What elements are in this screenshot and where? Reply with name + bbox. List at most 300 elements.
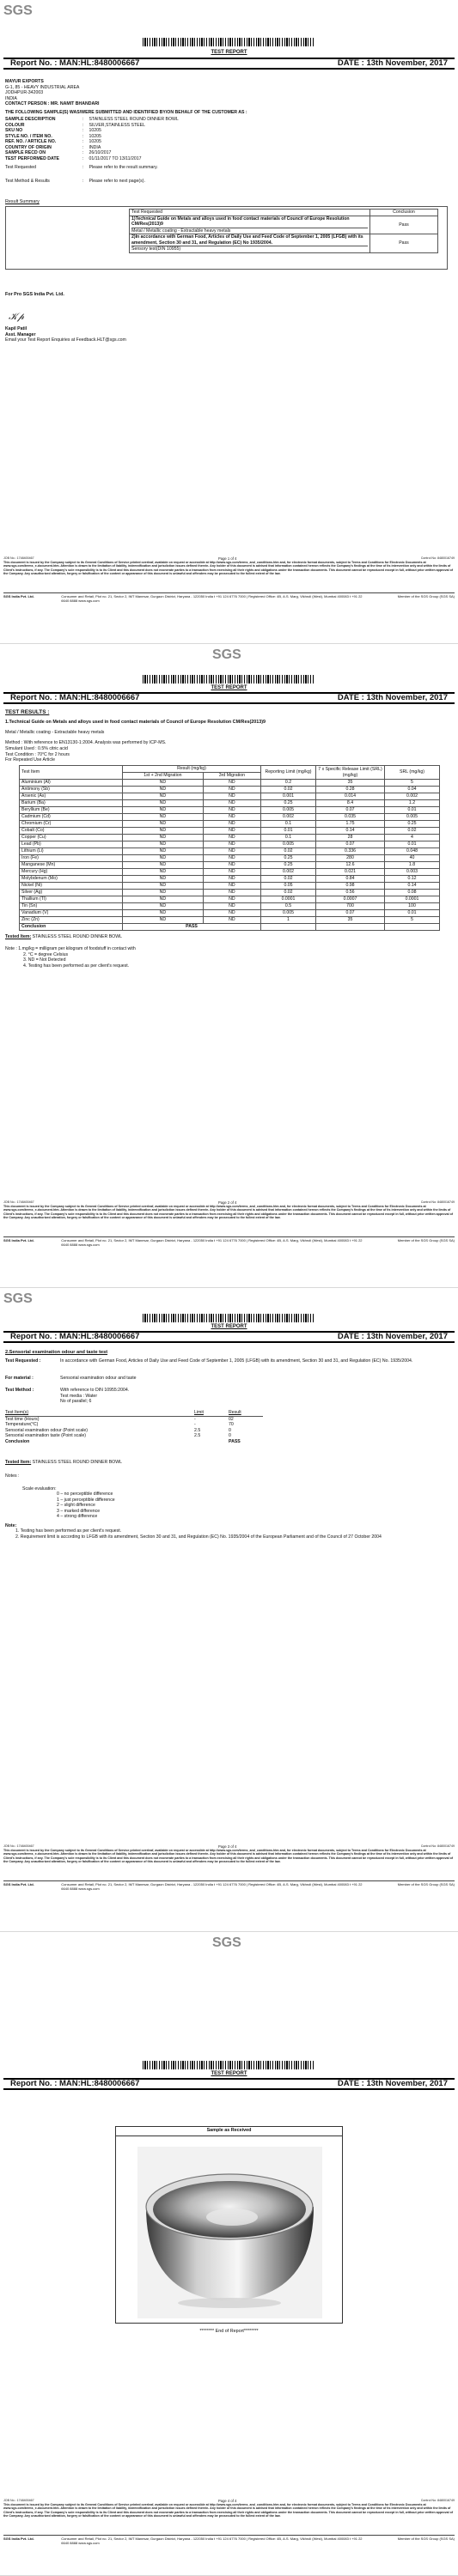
footer-member: Member of the SGS Group (SGS SA) xyxy=(397,2537,455,2541)
metal-value: ND xyxy=(203,828,260,835)
test-requested-value: Please refer to the result summary. xyxy=(89,165,158,170)
note-line: Note : 1.mg/kg = milligram per kilogram of foodstuff in contact with xyxy=(5,946,136,951)
report-page-1 xyxy=(0,0,458,644)
col-7x-srl: 7 x Specific Release Limit (SRL) (mg/kg) xyxy=(316,766,385,780)
footer-address-text: Consumer and Retail, Plot no. 21, Sector 2, IMT Manesar, Gurgaon District, Haryana - 122050 India t +91 124 6776 7000 | Registered Office: 4B, A.S. Marg, Vikhroli (West), Mumbai 400083 t +91 22 6640 8888 www.sgs.com xyxy=(61,594,363,603)
metal-name: Nickel (Ni) xyxy=(20,883,123,890)
summary-conclusion: Pass xyxy=(370,216,438,234)
metal-value: 0.005 xyxy=(385,814,440,821)
report-number: Report No. : MAN:HL:8480006667 xyxy=(10,2079,140,2089)
metal-value: ND xyxy=(123,793,204,800)
metals-row xyxy=(20,903,440,910)
metal-value: 1.75 xyxy=(316,821,385,828)
metal-value: 280 xyxy=(316,855,385,862)
field-value: 10205 xyxy=(89,133,101,139)
field-key: STYLE NO. / ITEM NO. xyxy=(5,133,52,139)
scale-title: Scale evaluation: xyxy=(22,1485,57,1492)
scale-item: 1 – just perceptible difference xyxy=(57,1497,115,1503)
page-number: Page 4 of 4 xyxy=(217,2499,237,2503)
barcode xyxy=(143,675,314,683)
field-sep: : xyxy=(82,139,84,144)
metals-row xyxy=(20,910,440,917)
metal-value: ND xyxy=(203,787,260,793)
metal-value: 0.0001 xyxy=(385,896,440,903)
job-number: JOB No.: 1748400467 xyxy=(3,1844,34,1848)
signatory-title: Asst. Manager xyxy=(5,331,36,337)
control-number: Control No: 8480016749 xyxy=(420,1200,455,1204)
sample-photo xyxy=(137,2147,322,2318)
metal-name: Copper (Cu) xyxy=(20,835,123,841)
scale-item: 3 – marked difference xyxy=(57,1508,101,1514)
simulant-line: Simulant Used : 0.5% citric acid xyxy=(5,746,68,751)
metal-value: 0.07 xyxy=(316,841,385,848)
metal-name: Manganese (Mn) xyxy=(20,862,123,869)
conclusion-row xyxy=(20,924,440,931)
summary-conclusion: Pass xyxy=(370,234,438,253)
tested-item-value: STAINLESS STEEL ROUND DINNER BOWL xyxy=(32,934,122,939)
metals-row xyxy=(20,807,440,814)
metal-value: ND xyxy=(203,807,260,814)
metal-value: 0.1 xyxy=(261,835,316,841)
method-text: Method : With reference to EN13130-1:2004. Analysis was performed by ICP-MS. xyxy=(5,740,167,745)
barcode xyxy=(143,38,314,46)
metal-value: ND xyxy=(203,917,260,924)
report-date: DATE : 13th November, 2017 xyxy=(337,1332,448,1342)
sensory-value: 70 xyxy=(229,1422,234,1427)
metal-value: 35 xyxy=(316,780,385,787)
sensory-value: 2.5 xyxy=(194,1433,201,1438)
summary-test-sub: Sensory test(DIN 10955) xyxy=(131,246,368,252)
metal-value: ND xyxy=(123,896,204,903)
test-method-row xyxy=(5,179,145,185)
metal-value: 1.2 xyxy=(385,800,440,807)
metal-value: 0.02 xyxy=(385,828,440,835)
field-sep: : xyxy=(82,150,84,155)
metal-name: Mercury (Hg) xyxy=(20,869,123,876)
metal-value: ND xyxy=(123,903,204,910)
notes xyxy=(5,946,136,969)
signatory-name: Kapil Patil xyxy=(5,326,27,331)
metal-name: Chromium (Cr) xyxy=(20,821,123,828)
footer-disclaimer: This document is issued by the Company subject to its General Conditions of Service printed overleaf, available on request or accessible at http://www.sgs.com/terms_and_conditions.htm and, for electronic format documents, subject to Terms and Conditions for Electronic Documents at www.sgs.com/terms_e-document.htm. Attention is drawn to the limitation of liability, indemnification and jurisdiction issues defined therein. Any holder of this document is advised that information contained hereon reflects the Company's findings at the time of its intervention only and within the limits of Client's instructions, if any. The Company's sole responsibility is to its Client and this document does not exonerate parties to a transaction from exercising all their rights and obligations under the transaction documents. This document cannot be reproduced except in full, without prior written approval of the Company. Any unauthorized alteration, forgery or falsification of the content or appearance of this document is unlawful and offenders may be prosecuted to the fullest extent of the law. xyxy=(3,1849,454,1863)
metal-value: ND xyxy=(123,876,204,883)
metal-value: 1.8 xyxy=(385,862,440,869)
metals-row xyxy=(20,841,440,848)
metal-name: Thallium (Tl) xyxy=(20,896,123,903)
feedback-email: Email your Test Report Enquiries at Feedback.HLT@sgs.com xyxy=(5,337,126,343)
metal-value: ND xyxy=(203,910,260,917)
control-number: Control No: 8480016749 xyxy=(420,556,455,560)
photo-caption: Sample as Received xyxy=(115,2128,343,2136)
metal-value: ND xyxy=(123,883,204,890)
field-sep: : xyxy=(82,133,84,139)
footer-address-text: Consumer and Retail, Plot no. 21, Sector 2, IMT Manesar, Gurgaon District, Haryana - 122050 India t +91 124 6776 7000 | Registered Office: 4B, A.S. Marg, Vikhroli (West), Mumbai 400083 t +91 22 6640 8888 www.sgs.com xyxy=(61,2537,363,2545)
metal-value: 28 xyxy=(316,835,385,841)
metal-value: 0.14 xyxy=(316,828,385,835)
summary-header-cell: Conclusion xyxy=(370,210,438,216)
metals-row xyxy=(20,800,440,807)
control-number: Control No: 8480016749 xyxy=(420,2499,455,2502)
metal-name: Tin (Sn) xyxy=(20,903,123,910)
field-value: STAINLESS STEEL ROUND DINNER BOWL xyxy=(89,117,179,122)
metals-row xyxy=(20,848,440,855)
sgs-logo xyxy=(211,644,247,663)
client-line: JODHPUR-342003 xyxy=(5,90,44,95)
metal-value: ND xyxy=(203,862,260,869)
sensory-head-cell: Limit xyxy=(194,1410,204,1415)
metal-value: 0.014 xyxy=(316,793,385,800)
client-line: G-1, 85 - HEAVY INDUSTRIAL AREA xyxy=(5,84,80,90)
test-method xyxy=(5,1388,129,1405)
col-srl: SRL (mg/kg) xyxy=(385,766,440,780)
footer-address xyxy=(3,2535,455,2545)
field-key: COUNTRY OF ORIGIN xyxy=(5,144,52,150)
metal-value: ND xyxy=(123,890,204,896)
footer-company: SGS India Pvt. Ltd. xyxy=(3,1238,34,1242)
metal-value: 0.84 xyxy=(316,876,385,883)
metal-value: 0.01 xyxy=(385,910,440,917)
method-line: With reference to DIN 10955:2004. xyxy=(60,1388,130,1393)
footer-address xyxy=(3,1236,455,1247)
field-sep: : xyxy=(82,122,84,128)
empty-cell xyxy=(385,924,440,931)
summary-test-cell xyxy=(130,234,370,253)
test-requested-label: Test Requested : xyxy=(5,1358,41,1364)
metal-value: ND xyxy=(123,821,204,828)
summary-row xyxy=(130,234,438,253)
metal-value: 0.98 xyxy=(316,883,385,890)
field-value: 01/11/2017 TO 13/11/2017 xyxy=(89,155,142,161)
test-report-title: TEST REPORT xyxy=(211,50,247,55)
metal-value: 0.25 xyxy=(385,821,440,828)
summary-test-cell xyxy=(130,216,370,234)
note-line: 3. ND = Not Detected xyxy=(23,957,66,963)
field-value: 10205 xyxy=(89,128,101,133)
metal-value: ND xyxy=(123,814,204,821)
metal-value: ND xyxy=(203,896,260,903)
metal-value: 0.07 xyxy=(316,910,385,917)
metal-value: ND xyxy=(123,828,204,835)
metal-value: ND xyxy=(203,793,260,800)
metal-name: Aluminium (Al) xyxy=(20,780,123,787)
metal-value: ND xyxy=(203,855,260,862)
metal-value: 700 xyxy=(316,903,385,910)
summary-header-row xyxy=(130,210,438,216)
report-page-3 xyxy=(0,1288,458,1932)
metals-row xyxy=(20,793,440,800)
sensory-item: Temperature(°C) xyxy=(5,1422,39,1427)
tested-item-label: Tested Item: xyxy=(5,934,32,939)
test-method-label: Test Method & Results xyxy=(5,179,50,184)
report-date: DATE : 13th November, 2017 xyxy=(337,2079,448,2089)
note-list xyxy=(5,1528,409,1540)
report-header xyxy=(3,58,455,70)
metal-value: 4 xyxy=(385,835,440,841)
field-row xyxy=(5,156,179,162)
metal-value: 35 xyxy=(316,917,385,924)
bowl-image xyxy=(137,2147,322,2318)
metal-value: 0.0001 xyxy=(261,896,316,903)
metal-value: ND xyxy=(203,883,260,890)
metal-value: ND xyxy=(123,835,204,841)
summary-row xyxy=(130,216,438,234)
metal-value: 0.25 xyxy=(261,862,316,869)
footer-company: SGS India Pvt. Ltd. xyxy=(3,2537,34,2541)
sensory-item: Sensorial examination odour (Point scale) xyxy=(5,1427,89,1433)
report-header xyxy=(3,2078,455,2090)
footer-disclaimer: This document is issued by the Company subject to its General Conditions of Service printed overleaf, available on request or accessible at http://www.sgs.com/terms_and_conditions.htm and, for electronic format documents, subject to Terms and Conditions for Electronic Documents at www.sgs.com/terms_e-document.htm. Attention is drawn to the limitation of liability, indemnification and jurisdiction issues defined therein. Any holder of this document is advised that information contained hereon reflects the Company's findings at the time of its intervention only and within the limits of Client's instructions, if any. The Company's sole responsibility is to its Client and this document does not exonerate parties to a transaction from exercising all their rights and obligations under the transaction documents. This document cannot be reproduced except in full, without prior written approval of the Company. Any unauthorized alteration, forgery or falsification of the content or appearance of this document is unlawful and offenders may be prosecuted to the fullest extent of the law. xyxy=(3,1205,454,1219)
metal-value: ND xyxy=(123,862,204,869)
test-report-title: TEST REPORT xyxy=(211,1324,247,1329)
sgs-logo-text: SGS xyxy=(212,647,241,662)
method-line: Test media : Water xyxy=(60,1393,98,1399)
metal-value: 0.02 xyxy=(261,890,316,896)
for-material xyxy=(5,1376,137,1382)
field-key: SKU NO xyxy=(5,128,23,133)
sgs-logo-text: SGS xyxy=(212,1935,241,1950)
contact-person: CONTACT PERSON : MR. NAMIT BHANDARI xyxy=(5,101,100,106)
metal-value: 0.336 xyxy=(316,848,385,855)
field-value: 10205 xyxy=(89,139,101,144)
metals-row xyxy=(20,855,440,862)
conclusion-label: Conclusion xyxy=(20,924,123,931)
metal-value: 0.005 xyxy=(261,841,316,848)
client-name: MAYUR EXPORTS xyxy=(5,79,44,84)
sensory-table xyxy=(5,1410,263,1444)
metal-value: 0.25 xyxy=(261,855,316,862)
metal-value: 0.0007 xyxy=(316,896,385,903)
sensory-item: Conclusion xyxy=(5,1438,30,1444)
client-line: INDIA xyxy=(5,95,17,101)
test-report-title: TEST REPORT xyxy=(211,2071,247,2076)
report-number: Report No. : MAN:HL:8480006667 xyxy=(10,693,140,703)
metal-value: 0.01 xyxy=(385,841,440,848)
field-value: SILVER,STAINLESS STEEL xyxy=(89,122,145,128)
tested-item-label: Tested Item: xyxy=(5,1460,32,1465)
metal-name: Molybdenum (Mo) xyxy=(20,876,123,883)
test-method-value: Please refer to next page(s). xyxy=(89,179,145,184)
report-number: Report No. : MAN:HL:8480006667 xyxy=(10,58,140,69)
field-value: 26/10/2017 xyxy=(89,150,112,155)
metal-name: Vanadium (V) xyxy=(20,910,123,917)
col-migration-12: 1st + 2nd Migration xyxy=(123,773,204,780)
metal-value: 12.6 xyxy=(316,862,385,869)
footer-member: Member of the SGS Group (SGS SA) xyxy=(397,1238,455,1242)
metal-value: ND xyxy=(203,841,260,848)
metals-row xyxy=(20,835,440,841)
metal-name: Arsenic (As) xyxy=(20,793,123,800)
tested-item xyxy=(5,934,122,940)
simulant-block xyxy=(5,746,70,763)
sensory-value: 0 xyxy=(229,1427,231,1433)
metal-value: 0.002 xyxy=(385,793,440,800)
scale-item: 4 – strong difference xyxy=(57,1514,98,1519)
metal-value: 1 xyxy=(261,917,316,924)
footer-company: SGS India Pvt. Ltd. xyxy=(3,1882,34,1886)
test-method-values xyxy=(60,1388,129,1405)
signatory xyxy=(5,326,126,343)
test-requested-label: Test Requested xyxy=(5,165,37,170)
metal-value: 8.4 xyxy=(316,800,385,807)
field-key: SAMPLE DESCRIPTION xyxy=(5,117,56,122)
sample-fields xyxy=(5,117,179,161)
empty-cell xyxy=(261,924,316,931)
metal-value: 0.01 xyxy=(261,828,316,835)
col-test-item: Test Item xyxy=(20,766,123,780)
sensory-head-cell: Result xyxy=(229,1410,241,1415)
empty-cell xyxy=(316,924,385,931)
field-sep: : xyxy=(82,165,84,170)
sensory-header xyxy=(5,1410,263,1417)
conclusion-value: PASS xyxy=(123,924,261,931)
footer-member: Member of the SGS Group (SGS SA) xyxy=(397,1882,455,1886)
barcode xyxy=(143,2061,314,2069)
metal-value: ND xyxy=(123,869,204,876)
metal-value: 0.2 xyxy=(261,780,316,787)
page-number: Page 3 of 4 xyxy=(217,1844,237,1849)
field-sep: : xyxy=(82,128,84,133)
field-key: SAMPLE RECD ON xyxy=(5,150,46,155)
metal-value: ND xyxy=(123,910,204,917)
sensory-item: Sensorial examination taste (Point scale) xyxy=(5,1433,86,1438)
report-date: DATE : 13th November, 2017 xyxy=(337,693,448,703)
barcode xyxy=(143,1314,314,1322)
metal-value: ND xyxy=(123,841,204,848)
metal-value: ND xyxy=(203,821,260,828)
metal-value: 0.28 xyxy=(316,787,385,793)
metal-name: Zinc (Zn) xyxy=(20,917,123,924)
metal-value: 0.035 xyxy=(316,814,385,821)
test-requested-row xyxy=(5,165,158,171)
metal-value: 5 xyxy=(385,780,440,787)
sensory-value xyxy=(194,1439,229,1445)
note-line: 2. °C = degree Celsius xyxy=(23,951,69,957)
footer-company: SGS India Pvt. Ltd. xyxy=(3,594,34,598)
for-material-label: For material : xyxy=(5,1376,34,1381)
metal-value: 0.02 xyxy=(261,876,316,883)
section-subtitle: Metal / Metallic coating - Extractable heavy metals xyxy=(5,730,105,735)
test-requested-value: In accordance with German Food, Articles of Daily Use and Feed Code of September 1, 2005 (LFGB) with its amendment, Section 30 and 31, and Regulation (EC) No. 1935/2004. xyxy=(60,1358,413,1364)
job-number: JOB No.: 1748400467 xyxy=(3,1200,34,1204)
field-sep: : xyxy=(82,155,84,161)
metal-value: ND xyxy=(123,917,204,924)
field-sep: : xyxy=(82,144,84,150)
metal-value: 0.002 xyxy=(261,869,316,876)
col-migration-3: 3rd Migration xyxy=(203,773,260,780)
sensory-value: 0 xyxy=(229,1433,231,1438)
sensory-item: Test time (Hours) xyxy=(5,1416,40,1422)
metal-value: ND xyxy=(203,903,260,910)
report-header xyxy=(3,1331,455,1343)
footer-disclaimer: This document is issued by the Company subject to its General Conditions of Service printed overleaf, available on request or accessible at http://www.sgs.com/terms_and_conditions.htm and, for electronic format documents, subject to Terms and Conditions for Electronic Documents at www.sgs.com/terms_e-document.htm. Attention is drawn to the limitation of liability, indemnification and jurisdiction issues defined therein. Any holder of this document is advised that information contained hereon reflects the Company's findings at the time of its intervention only and within the limits of Client's instructions, if any. The Company's sole responsibility is to its Client and this document does not exonerate parties to a transaction from exercising all their rights and obligations under the transaction documents. This document cannot be reproduced except in full, without prior written approval of the Company. Any unauthorized alteration, forgery or falsification of the content or appearance of this document is unlawful and offenders may be prosecuted to the fullest extent of the law. xyxy=(3,2503,454,2518)
metal-value: 0.02 xyxy=(261,787,316,793)
test-requested xyxy=(5,1358,435,1364)
metal-value: ND xyxy=(203,814,260,821)
metals-row xyxy=(20,787,440,793)
scale-list xyxy=(5,1492,435,1520)
metal-value: 0.14 xyxy=(385,883,440,890)
metal-value: ND xyxy=(123,807,204,814)
end-of-report: ******** End of Report******** xyxy=(199,2329,259,2334)
page-footer xyxy=(3,1200,455,1219)
intro-text: THE FOLLOWING SAMPLE(S) WAS/WERE SUBMITTED AND IDENTIFIED BY/ON BEHALF OF THE CUSTOMER AS : xyxy=(5,110,247,115)
metals-row xyxy=(20,814,440,821)
metal-name: Silver (Ag) xyxy=(20,890,123,896)
metals-row xyxy=(20,828,440,835)
metal-value: 0.12 xyxy=(385,876,440,883)
section-title: 1.Technical Guide on Metals and alloys used in food contact materials of Council of Europe Resolution CM/Res(2013)9 xyxy=(5,720,266,725)
test-results-title: TEST RESULTS : xyxy=(5,709,50,715)
field-value: INDIA xyxy=(89,144,101,150)
scale-item: 0 – no perceptible difference xyxy=(57,1492,113,1497)
col-reporting-limit: Reporting Limit (mg/kg) xyxy=(261,766,316,780)
metal-value: 5 xyxy=(385,917,440,924)
metal-value: 0.01 xyxy=(385,807,440,814)
metals-header-row xyxy=(20,766,440,773)
test-method-label: Test Method : xyxy=(5,1388,34,1393)
metal-value: 0.5 xyxy=(261,903,316,910)
metal-name: Antimony (Sb) xyxy=(20,787,123,793)
metal-name: Cobalt (Co) xyxy=(20,828,123,835)
job-number: JOB No.: 1748400467 xyxy=(3,556,34,560)
metal-value: 0.003 xyxy=(385,869,440,876)
client-address xyxy=(5,79,99,107)
page-footer xyxy=(3,1844,455,1863)
field-sep: : xyxy=(82,179,84,184)
job-number: JOB No.: 1748400467 xyxy=(3,2499,34,2502)
metal-value: 0.08 xyxy=(385,890,440,896)
report-date: DATE : 13th November, 2017 xyxy=(337,58,448,69)
footer-member: Member of the SGS Group (SGS SA) xyxy=(397,594,455,598)
metals-table xyxy=(19,765,440,931)
metal-name: Cadmium (Cd) xyxy=(20,814,123,821)
metal-name: Barium (Ba) xyxy=(20,800,123,807)
sgs-logo xyxy=(2,1288,38,1307)
sensory-value: - xyxy=(194,1422,196,1427)
note-label: Note: xyxy=(5,1522,17,1528)
sgs-logo-text: SGS xyxy=(3,3,33,18)
metals-row xyxy=(20,896,440,903)
metal-value: 0.005 xyxy=(261,910,316,917)
note-item: 2. Requirement limit is according to LFGB with its amendment, Section 30 and 31, and Regulation (EC) No. 1935/2004 of the European Parliament and of the Council of 27 October 2004 xyxy=(15,1534,382,1540)
metal-name: Lithium (Li) xyxy=(20,848,123,855)
control-number: Control No: 8480016749 xyxy=(420,1844,455,1848)
metals-row xyxy=(20,821,440,828)
metals-row xyxy=(20,883,440,890)
metals-row xyxy=(20,869,440,876)
result-summary-title: Result Summary xyxy=(5,199,40,204)
metal-value: 40 xyxy=(385,855,440,862)
metal-value: 0.001 xyxy=(261,793,316,800)
summary-test-title: 1)Technical Guide on Metals and alloys used in food contact materials of Council of Europe Resolution CM/Res(2013)9 xyxy=(131,216,350,227)
metals-row xyxy=(20,862,440,869)
summary-test-title: 2)In accordance with German Food, Articles of Daily Use and Feed Code of September 1, 2005 (LFGB) with its amendment, Section 30 and 31, and Regulation (EC) No 1935/2004. xyxy=(131,234,363,246)
footer-disclaimer: This document is issued by the Company subject to its General Conditions of Service printed overleaf, available on request or accessible at http://www.sgs.com/terms_and_conditions.htm and, for electronic format documents, subject to Terms and Conditions for Electronic Documents at www.sgs.com/terms_e-document.htm. Attention is drawn to the limitation of liability, indemnification and jurisdiction issues defined therein. Any holder of this document is advised that information contained hereon reflects the Company's findings at the time of its intervention only and within the limits of Client's instructions, if any. The Company's sole responsibility is to its Client and this document does not exonerate parties to a transaction from exercising all their rights and obligations under the transaction documents. This document cannot be reproduced except in full, without prior written approval of the Company. Any unauthorized alteration, forgery or falsification of the content or appearance of this document is unlawful and offenders may be prosecuted to the fullest extent of the law. xyxy=(3,561,454,575)
method-line: No of parallel; 6 xyxy=(60,1399,92,1404)
company-signoff: For Pro SGS India Pvt. Ltd. xyxy=(5,292,64,297)
sensory-value: - xyxy=(194,1416,196,1422)
page-number: Page 2 of 4 xyxy=(217,1200,237,1205)
summary-header-cell: Test Requested xyxy=(130,210,370,216)
sensory-value: 02 xyxy=(229,1416,234,1422)
report-page-4 xyxy=(0,1932,458,2576)
notes-title: Notes : xyxy=(5,1473,20,1479)
metal-value: ND xyxy=(203,876,260,883)
test-report-title: TEST REPORT xyxy=(211,685,247,690)
field-key: TEST PERFORMED DATE xyxy=(5,155,60,161)
metal-value: 0.1 xyxy=(261,821,316,828)
simulant-line: For Repeated Use Article xyxy=(5,757,55,762)
